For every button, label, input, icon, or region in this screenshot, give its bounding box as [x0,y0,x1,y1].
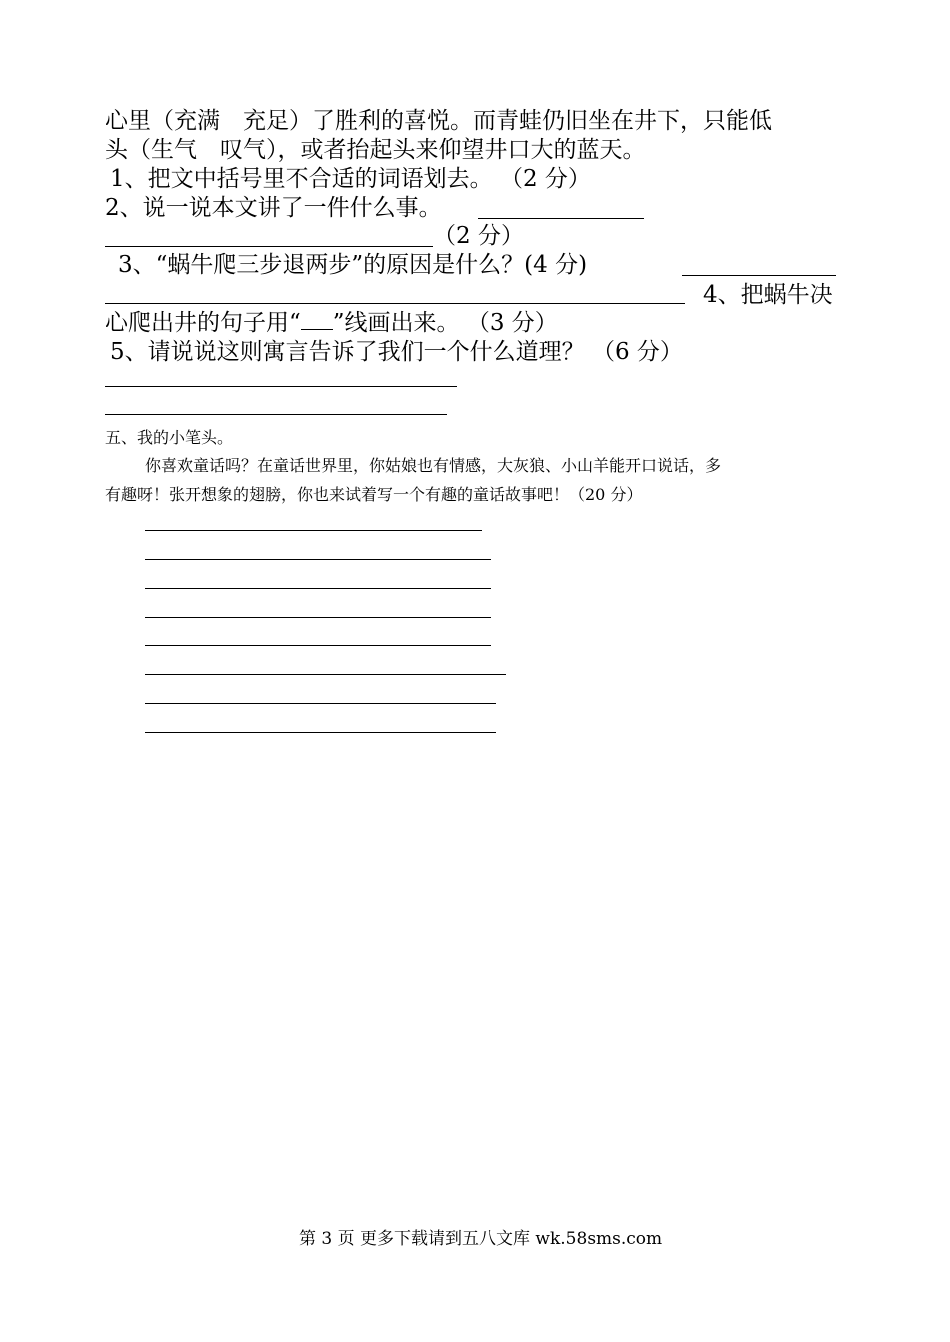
question-3: 3、“蜗牛爬三步退两步”的原因是什么？(4 分) [118,252,588,278]
question-4-text-a: 心爬出井的句子用“ [105,310,301,336]
writing-line[interactable] [145,588,491,589]
answer-line-q5-a[interactable] [105,386,457,387]
writing-line[interactable] [145,617,491,618]
question-4-text-b: ”线画出来。 （3 分） [332,310,558,336]
question-1: 1、把文中括号里不合适的词语划去。 （2 分） [110,166,591,192]
writing-line[interactable] [145,674,506,675]
passage-line-2: 头（生气 叹气），或者抬起头来仰望井口大的蓝天。 [105,137,646,163]
section-5-heading: 五、我的小笔头。 [105,428,234,447]
writing-line[interactable] [145,703,496,704]
answer-line-q2-a[interactable] [478,218,644,219]
writing-line[interactable] [145,645,491,646]
question-2: 2、说一说本文讲了一件什么事。 [105,195,442,221]
question-4-part-1: 4、把蜗牛决 [703,282,833,308]
question-4-inline-blank [301,328,333,330]
section-5-prompt-line-1: 你喜欢童话吗？在童话世界里，你姑娘也有情感，大灰狼、小山羊能开口说话，多 [145,456,722,475]
answer-line-q2-b[interactable] [105,246,433,247]
writing-line[interactable] [145,559,491,560]
passage-line-1: 心里（充满 充足）了胜利的喜悦。而青蛙仍旧坐在井下，只能低 [105,108,772,134]
writing-line[interactable] [145,732,496,733]
question-2-score: （2 分） [433,223,524,249]
answer-line-q5-b[interactable] [105,414,447,415]
writing-line[interactable] [145,530,482,531]
section-5-prompt-line-2: 有趣呀！张开想象的翅膀，你也来试着写一个有趣的童话故事吧！（20 分） [105,485,643,504]
question-4-part-2 [105,312,558,335]
answer-line-q3-a[interactable] [682,275,836,276]
question-5: 5、请说说这则寓言告诉了我们一个什么道理？ （6 分） [110,339,683,365]
answer-line-q3-b[interactable] [105,303,685,304]
page-footer: 第 3 页 更多下载请到五八文库 wk.58sms.com [299,1229,663,1249]
